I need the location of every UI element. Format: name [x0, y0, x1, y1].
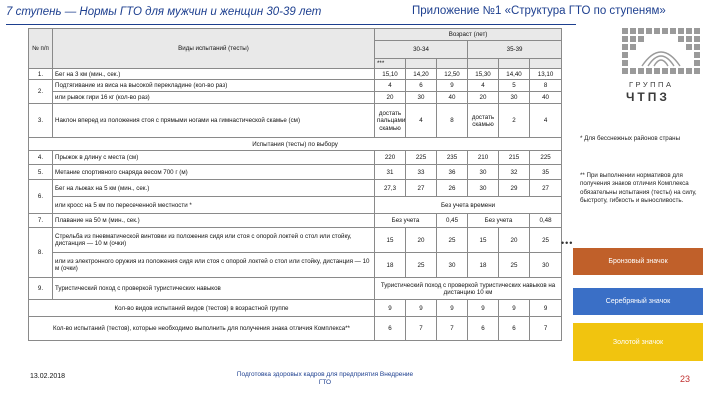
test-name: Туристический поход с проверкой туристических навыков	[53, 278, 375, 300]
footer-date: 13.02.2018	[30, 373, 66, 380]
test-name: или рывок гири 16 кг (кол-во раз)	[53, 92, 375, 104]
footnote-snowless: * Для бесснежных районов страны	[580, 135, 681, 142]
norm-cell: 27	[530, 180, 562, 197]
test-name: Бег на лыжах на 5 км (мин., сек.)	[53, 180, 375, 197]
norm-cell: 2	[499, 104, 530, 138]
norm-cell: 7	[437, 317, 468, 341]
test-name: Плавание на 50 м (мин., сек.)	[53, 214, 375, 228]
norm-cell: 225	[530, 151, 562, 165]
norm-cell: 9	[437, 300, 468, 317]
norm-cell: 33	[406, 165, 437, 180]
norm-cell: 8	[437, 104, 468, 138]
norm-cell: 9	[530, 300, 562, 317]
norm-cell: достать пальцами скамью	[375, 104, 406, 138]
logo-brand-text: ГРУППА	[629, 80, 674, 89]
summary-label: Кол-во испытаний (тестов), которые необходимо выполнить для получения знака отличия Комплекса**	[29, 317, 375, 341]
norm-cell: 6	[468, 317, 499, 341]
test-name: или кросс на 5 км по пересеченной местности *	[53, 197, 375, 214]
test-name: Метание спортивного снаряда весом 700 г (м)	[53, 165, 375, 180]
norm-cell: достать скамью	[468, 104, 499, 138]
row-num: 7.	[29, 214, 53, 228]
logo-name-text: ЧТПЗ	[626, 90, 670, 104]
norm-cell: 220	[375, 151, 406, 165]
page-number: 23	[680, 374, 691, 384]
norm-cell: 20	[468, 92, 499, 104]
age-group-35-39: 35-39	[468, 41, 562, 59]
norm-cell: 4	[375, 80, 406, 92]
norm-cell: 4	[468, 80, 499, 92]
norm-cell: 25	[499, 253, 530, 278]
norm-cell: 15	[375, 228, 406, 253]
norm-cell: 36	[437, 165, 468, 180]
norm-cell: 18	[468, 253, 499, 278]
norm-cell-merged: Без учета времени	[375, 197, 562, 214]
choice-section-header: Испытания (тесты) по выбору	[29, 138, 562, 151]
norm-cell: 30	[499, 92, 530, 104]
norm-cell: 0,45	[437, 214, 468, 228]
footnote-norms: ** При выполнении нормативов для получения знаков отличия Комплекса обязательны испытания (тесты) на силу, быстроту, гибкость и выносливость.	[580, 172, 697, 205]
gold-badge: Золотой значок	[573, 323, 703, 361]
row-num: 4.	[29, 151, 53, 165]
norm-cell: 29	[499, 180, 530, 197]
test-name: Подтягивание из виса на высокой перекладине (кол-во раз)	[53, 80, 375, 92]
norm-cell: 6	[375, 317, 406, 341]
norm-cell: 25	[530, 228, 562, 253]
norm-cell: 15,10	[375, 69, 406, 80]
footer-caption: Подготовка здоровых кадров для предприятия Внедрение ГТО	[236, 371, 414, 387]
test-name: Бег на 3 км (мин., сек.)	[53, 69, 375, 80]
norm-cell: 30	[530, 253, 562, 278]
norm-cell: 215	[499, 151, 530, 165]
norm-cell: 0,48	[530, 214, 562, 228]
norm-cell: 9	[468, 300, 499, 317]
norm-cell: 40	[437, 92, 468, 104]
norm-cell: 18	[375, 253, 406, 278]
test-name: или из электронного оружия из положения сидя или стоя с опорой локтей о стол или стойку, дистанция — 10 м (очки)	[53, 253, 375, 278]
norm-cell: 27	[406, 180, 437, 197]
norm-cell: 20	[375, 92, 406, 104]
page-title: 7 ступень — Нормы ГТО для мужчин и женщин 30-39 лет	[6, 6, 322, 18]
norm-cell: 6	[406, 80, 437, 92]
norm-cell: 30	[406, 92, 437, 104]
norm-cell: 6	[499, 317, 530, 341]
row-num: 6.	[29, 180, 53, 214]
norm-cell: 9	[437, 80, 468, 92]
norm-cell: 4	[406, 104, 437, 138]
norm-cell: 8	[530, 80, 562, 92]
row-num: 5.	[29, 165, 53, 180]
norm-cell: 26	[437, 180, 468, 197]
norm-cell: 235	[437, 151, 468, 165]
norm-cell: 20	[406, 228, 437, 253]
norm-cell: 30	[468, 165, 499, 180]
norm-cell: 14,20	[406, 69, 437, 80]
norm-cell: 225	[406, 151, 437, 165]
norm-cell: Без учета	[375, 214, 437, 228]
age-header: Возраст (лет)	[375, 29, 562, 41]
norm-cell: 20	[499, 228, 530, 253]
norm-cell: 30	[468, 180, 499, 197]
row-num: 9.	[29, 278, 53, 300]
norm-cell: Без учета	[468, 214, 530, 228]
norm-cell: 35	[530, 165, 562, 180]
norm-cell: 5	[499, 80, 530, 92]
bronze-badge: Бронзовый значок	[573, 248, 703, 275]
norm-cell: 25	[437, 228, 468, 253]
norm-cell: 9	[406, 300, 437, 317]
ellipsis-marker: •••	[561, 238, 574, 248]
col-tests-header: Виды испытаний (тесты)	[53, 29, 375, 69]
test-name: Прыжок в длину с места (см)	[53, 151, 375, 165]
row-num: 2.	[29, 80, 53, 104]
title-divider	[6, 24, 576, 25]
norm-cell: 30	[437, 253, 468, 278]
norm-cell: 32	[499, 165, 530, 180]
norm-cell: 40	[530, 92, 562, 104]
norm-cell: 12,50	[437, 69, 468, 80]
norm-cell: 25	[406, 253, 437, 278]
norm-cell: 7	[530, 317, 562, 341]
norm-cell: 4	[530, 104, 562, 138]
summary-label: Кол-во видов испытаний видов (тестов) в возрастной группе	[29, 300, 375, 317]
gto-norms-table	[28, 28, 562, 341]
norm-cell: 210	[468, 151, 499, 165]
test-name: Наклон вперед из положения стоя с прямыми ногами на гимнастической скамье (см)	[53, 104, 375, 138]
row-num: 3.	[29, 104, 53, 138]
stars-marker: ***	[375, 59, 406, 69]
silver-badge: Серебряный значок	[573, 288, 703, 315]
col-num-header: № п/п	[29, 29, 53, 69]
norm-cell: 13,10	[530, 69, 562, 80]
appendix-title: Приложение №1 «Структура ГТО по ступеням»	[412, 5, 666, 17]
row-num: 1.	[29, 69, 53, 80]
norm-cell: 7	[406, 317, 437, 341]
norm-cell-merged: Туристический поход с проверкой туристических навыков на дистанцию 10 км	[375, 278, 562, 300]
row-num: 8.	[29, 228, 53, 278]
norm-cell: 31	[375, 165, 406, 180]
norm-cell: 15,30	[468, 69, 499, 80]
norm-cell: 9	[499, 300, 530, 317]
norm-cell: 15	[468, 228, 499, 253]
age-group-30-34: 30-34	[375, 41, 468, 59]
norm-cell: 27,3	[375, 180, 406, 197]
test-name: Стрельба из пневматической винтовки из положения сидя или стоя с опорой локтей о стол или стойку, дистанция — 10 м (очки)	[53, 228, 375, 253]
norm-cell: 9	[375, 300, 406, 317]
norm-cell: 14,40	[499, 69, 530, 80]
